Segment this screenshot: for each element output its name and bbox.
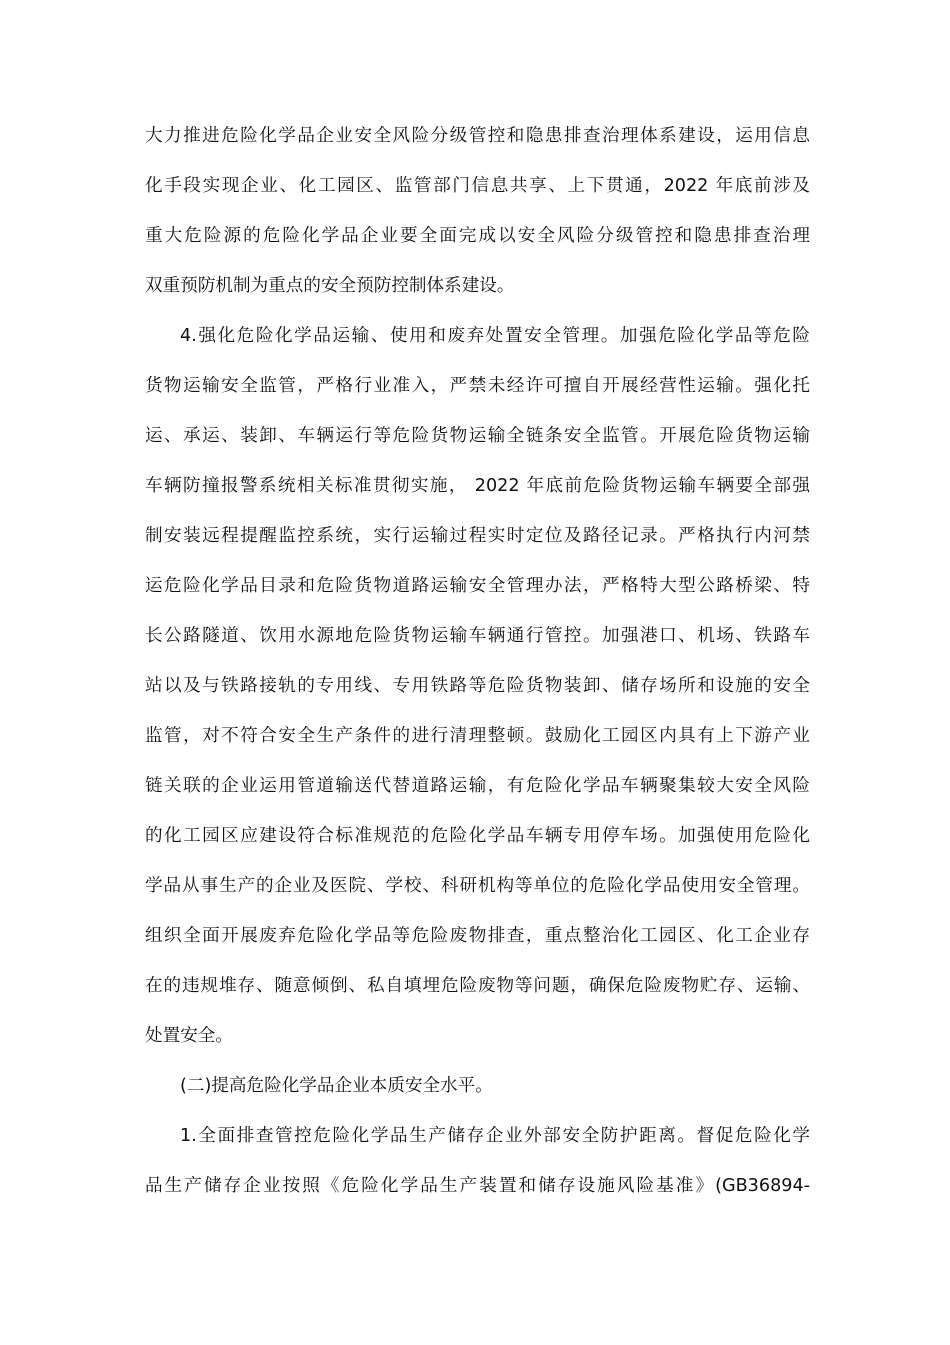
text-line: 站以及与铁路接轨的专用线、专用铁路等危险货物装卸、储存场所和设施的安全 <box>145 676 810 696</box>
text-line: 车辆防撞报警系统相关标准贯彻实施， 2022 年底前危险货物运输车辆要全部强 <box>145 476 810 496</box>
text-line: 大力推进危险化学品企业安全风险分级管控和隐患排查治理体系建设，运用信息 <box>145 126 810 146</box>
text-line: 学品从事生产的企业及医院、学校、科研机构等单位的危险化学品使用安全管理。 <box>145 876 810 896</box>
text-line: 运危险化学品目录和危险货物道路运输安全管理办法，严格特大型公路桥梁、特 <box>145 576 810 596</box>
text-line: 组织全面开展废弃危险化学品等危险废物排查，重点整治化工园区、化工企业存 <box>145 926 810 946</box>
text-line: 货物运输安全监管，严格行业准入，严禁未经许可擅自开展经营性运输。强化托 <box>145 376 810 396</box>
text-line: 在的违规堆存、随意倾倒、私自填埋危险废物等问题，确保危险废物贮存、运输、 <box>145 976 810 996</box>
paragraph-heading-line: 1.全面排查管控危险化学品生产储存企业外部安全防护距离。督促危险化学 <box>180 1126 810 1146</box>
text-line: 处置安全。 <box>145 1026 233 1046</box>
text-line: 双重预防机制为重点的安全预防控制体系建设。 <box>145 276 515 296</box>
section-heading: (二)提高危险化学品企业本质安全水平。 <box>180 1076 493 1096</box>
text-line: 重大危险源的危险化学品企业要全面完成以安全风险分级管控和隐患排查治理 <box>145 226 810 246</box>
text-line: 监管，对不符合安全生产条件的进行清理整顿。鼓励化工园区内具有上下游产业 <box>145 726 810 746</box>
text-line: 化手段实现企业、化工园区、监管部门信息共享、上下贯通，2022 年底前涉及 <box>145 176 810 196</box>
paragraph-heading-line: 4.强化危险化学品运输、使用和废弃处置安全管理。加强危险化学品等危险 <box>180 326 810 346</box>
text-line: 运、承运、装卸、车辆运行等危险货物运输全链条安全监管。开展危险货物运输 <box>145 426 810 446</box>
text-line: 长公路隧道、饮用水源地危险货物运输车辆通行管控。加强港口、机场、铁路车 <box>145 626 810 646</box>
text-line: 品生产储存企业按照《危险化学品生产装置和储存设施风险基准》(GB36894- <box>145 1176 810 1196</box>
text-line: 的化工园区应建设符合标准规范的危险化学品车辆专用停车场。加强使用危险化 <box>145 826 810 846</box>
text-line: 制安装远程提醒监控系统，实行运输过程实时定位及路径记录。严格执行内河禁 <box>145 526 810 546</box>
text-line: 链关联的企业运用管道输送代替道路运输，有危险化学品车辆聚集较大安全风险 <box>145 776 810 796</box>
